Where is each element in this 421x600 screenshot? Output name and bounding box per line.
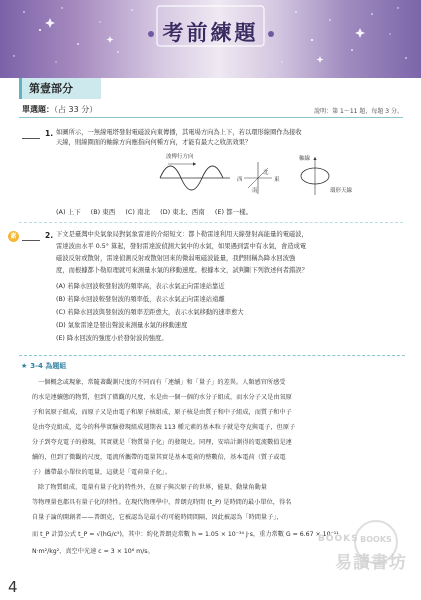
answer-blank-q1 — [22, 138, 40, 139]
label-axis: 軸線 — [299, 156, 311, 162]
watermark-english: BOOKS — [318, 534, 359, 544]
q1-choices — [56, 207, 260, 216]
instructions-note: 說明：第 1～11 題，每題 3 分。 — [314, 108, 403, 115]
passage-line-12: N·m²/kg²、真空中光速 c = 3 × 10⁸ m/s。 — [32, 548, 154, 555]
passage-line-10: 自量子論的開創者——普朗克，它被認為是最小的可能時間間隔，因此被認為「時間量子」， — [32, 514, 283, 521]
q1-figure — [150, 154, 353, 204]
watermark-chinese: 易讀書坊 — [335, 553, 407, 573]
label-south: 南 — [252, 188, 258, 194]
label-loop-antenna: 環形天線 — [330, 188, 353, 194]
watermark-seal-text: BOOKS — [360, 535, 392, 544]
q2-choice-d: (D) 氣象雷達是發出聲波來測量水氣的移動速度 — [56, 322, 188, 329]
passage-line-8: 除了物質組成、電量有量子化的特性外，在原子與次原子的世界，能量、動量角動量 — [38, 484, 267, 491]
section-label: 第壹部分 — [19, 78, 101, 99]
page-title-text: 考前練題 — [162, 21, 259, 45]
q2-text-line-4: 度，而根據都卜勒原理就可來測量水氣的移動速度。根據本文，試判斷下列敘述何者錯誤？ — [56, 267, 308, 274]
q1-choice-b: (B) 東西 — [90, 208, 116, 216]
question-group-heading — [21, 361, 66, 371]
literacy-badge: 素 — [8, 231, 19, 242]
header-banner — [0, 0, 421, 78]
label-west: 西 — [237, 177, 243, 183]
passage-line-4: 是由夸克組成，迄今的科學實驗發現組成週期表 113 種元素的基本粒子就是夸克與電子，但原子 — [32, 424, 296, 431]
passage-line-7: 子）攜帶最小單位的電量，這就是「電荷量子化」。 — [32, 469, 172, 476]
q2-choice-b: (B) 若降水回波較發射波的頻率低，表示水氣正向雷達站遠離 — [56, 296, 225, 303]
question-type-heading — [22, 104, 97, 115]
answer-blank-q2 — [22, 240, 40, 241]
passage-line-5: 分子到夸克電子的發現，其實就是「物質量子化」的發現史。同理，安培計測得的電流數值是連 — [32, 439, 292, 446]
passage-line-1: 一個概念或現象，常隨著觀測尺度的不同而有「連續」和「量子」的差異。人類感官所感受 — [38, 379, 286, 386]
label-north: 北 — [263, 170, 269, 176]
q2-choice-c: (C) 若降水回波與發射波的頻率差距愈大，表示水氣移動的速率愈大 — [56, 309, 244, 316]
passage-line-9: 等物理量也都具有量子化的特性。在現代物理學中，普朗克時間 (t_P) 是時間的最小單位，得名 — [32, 499, 292, 506]
title-dot-left — [148, 31, 154, 37]
q1-text-line-1: 如圖所示，一無線電塔發射電磁波向東傳播，其電場方向為上下，若以環形線圈作為接收 — [56, 129, 302, 136]
passage-line-6: 續的，但到了微觀的尺度，電流所攜帶的電量其實是基本電荷的整數倍，基本電荷（質子或電 — [32, 454, 286, 461]
title-dot-right — [268, 31, 274, 37]
q2-text-line-3: 磁波反射或散射，雷達偵測反射或散射回來的微弱電磁波能量，我們則稱為降水回波強 — [56, 255, 296, 262]
q2-text-line-1: 下文是臺灣中央氣象局對氣象雷達的介紹短文：都卜勒雷達利用天線發射高能量的電磁波， — [56, 231, 308, 238]
q1-choice-a: (A) 上下 — [56, 208, 81, 216]
q1-choice-e: (E) 都一樣。 — [214, 208, 253, 216]
q1-text-line-2: 天線，則線圈面的軸線方向應指向何種方向，才能有最大之收訊效果？ — [56, 139, 252, 146]
question-group-heading-text: 3-4 為題組 — [30, 362, 67, 370]
question-number-q2: 2. — [45, 231, 54, 240]
star-icon: ★ — [21, 362, 28, 370]
q1-choice-d: (D) 東北、西南 — [160, 208, 205, 216]
q2-text-line-2: 雷達波由水平 0.5° 算起，發射雷達波偵測大氣中的水氣，如果遇到雲中有水氣，會造成電 — [56, 243, 307, 250]
divider-line — [19, 117, 403, 118]
passage-line-3: 子和氧原子組成，而原子又是由電子和原子核組成，原子核是由質子和中子組成，而質子和中子 — [32, 409, 292, 416]
q2-choice-e: (E) 降水回波的強度小於發射波的強度。 — [56, 335, 168, 342]
q2-choice-a: (A) 若降水回波較發射波的頻率高，表示水氣正向雷達站靠近 — [56, 283, 225, 290]
divider-dashed — [19, 222, 403, 223]
q1-choice-c: (C) 南北 — [125, 208, 151, 216]
question-type-label: 單選題： — [22, 105, 54, 114]
page-title — [139, 17, 283, 47]
question-type-points: （占 33 分） — [54, 105, 98, 114]
passage-line-11: 而 t_P 計算公式 t_P = √(hG/c⁵)，其中：約化普朗克常數 h = 1.05 × 10⁻³⁴ J·s，重力常數 G = 6.67 × 10⁻¹¹ — [32, 531, 339, 538]
label-wave-direction: 波傳行方向 — [166, 154, 194, 160]
question-number-q1: 1. — [45, 129, 54, 138]
passage-line-2: 的水是連續態的物質，但到了微觀的尺度，水是由一個一個的水分子組成，而水分子又是由氧原 — [32, 394, 292, 401]
label-east: 東 — [274, 177, 280, 183]
page-number: 4 — [8, 578, 18, 596]
